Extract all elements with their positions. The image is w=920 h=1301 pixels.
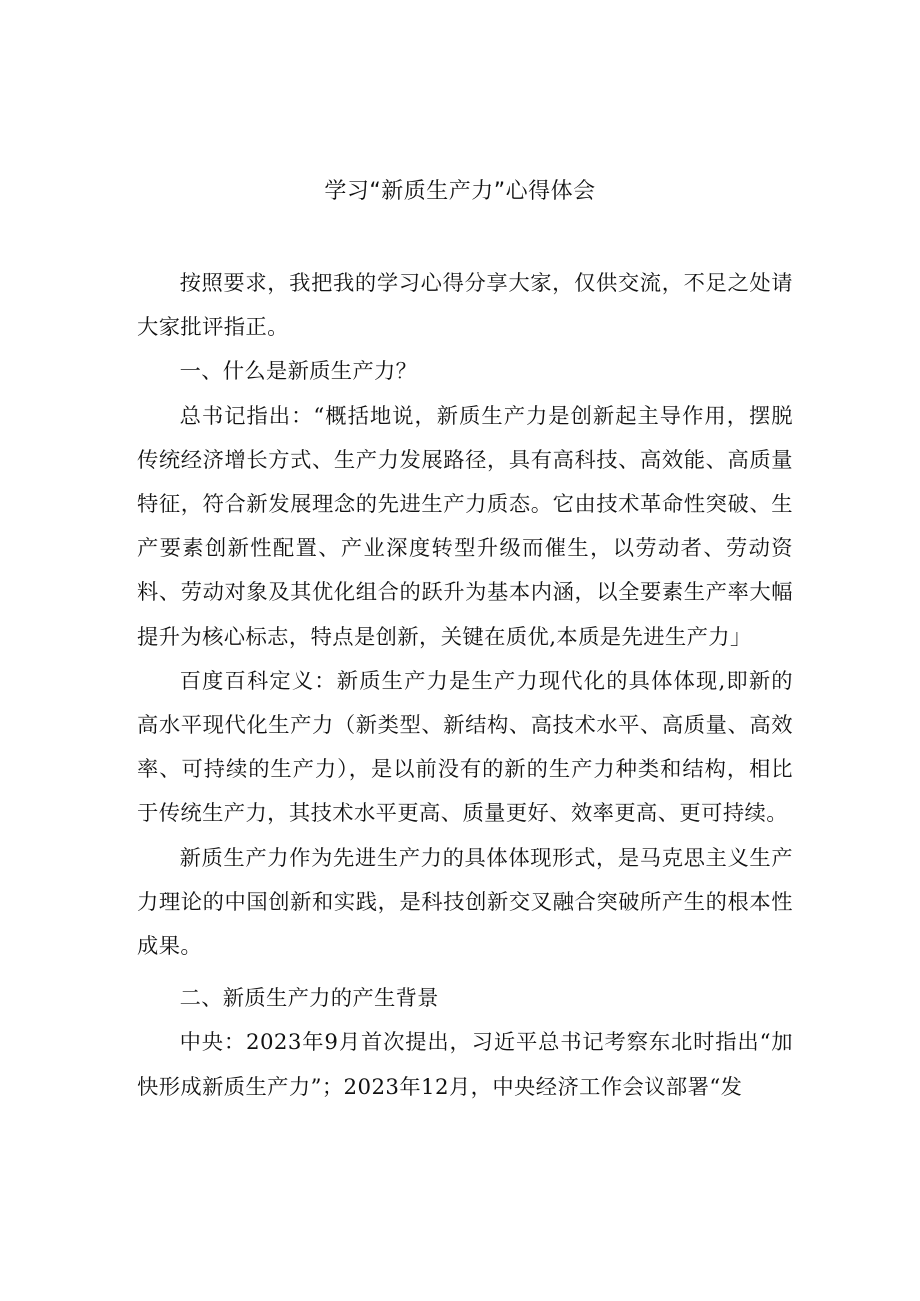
- document-body: [137, 262, 793, 1110]
- section-heading-2: 二、新质生产力的产生背景: [179, 986, 439, 1012]
- definition-paragraph: 百度百科定义：新质生产力是生产力现代化的具体体现,即新的高水平现代化生产力（新类型、新结构、高技术水平、高质量、高效率、可持续的生产力），是以前没有的新的生产力种类和结构，相比于传统生产力，其技术水平更高、质量更好、效率更高、更可持续。: [137, 668, 793, 827]
- background-paragraph: 中央：2023年9月首次提出，习近平总书记考察东北时指出“加快形成新质生产力”；2023年12月，中央经济工作会议部署“发: [137, 1030, 793, 1100]
- intro-paragraph: 按照要求，我把我的学习心得分享大家，仅供交流，不足之处请大家批评指正。: [137, 271, 793, 341]
- significance-paragraph: 新质生产力作为先进生产力的具体体现形式，是马克思主义生产力理论的中国创新和实践，是科技创新交叉融合突破所产生的根本性成果。: [137, 845, 793, 960]
- quote-paragraph: 总书记指出：“概括地说，新质生产力是创新起主导作用，摆脱传统经济增长方式、生产力发展路径，具有高科技、高效能、高质量特征，符合新发展理念的先进生产力质态。它由技术革命性突破、生产要素创新性配置、产业深度转型升级而催生，以劳动者、劳动资料、劳动对象及其优化组合的跃升为基本内涵，以全要素生产率大幅提升为核心标志，特点是创新，关键在质优,本质是先进生产力」: [137, 403, 793, 650]
- section-heading-1: 一、什么是新质生产力？: [179, 359, 418, 385]
- document-title: 学习“新质生产力”心得体会: [324, 179, 596, 204]
